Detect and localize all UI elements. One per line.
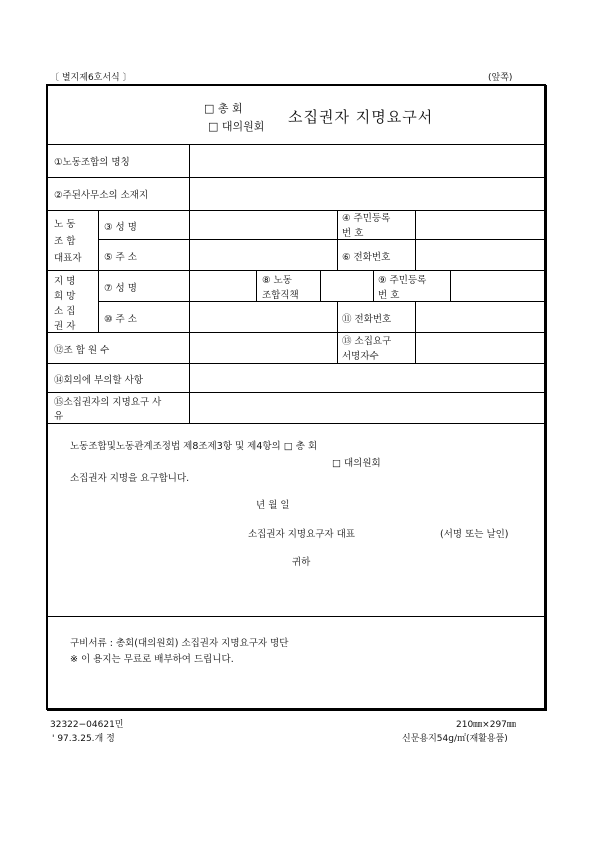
members-count-label: ⑫조 합 원 수 — [54, 345, 110, 356]
agenda-label: ⑭회의에 부의할 사항 — [54, 375, 143, 386]
rep-name-field[interactable] — [191, 212, 336, 238]
statement-sign-note: (서명 또는 날인) — [440, 529, 509, 540]
page-side-label: (앞쪽) — [488, 73, 513, 83]
req-id-label-1: ⑨ 주민등록 — [378, 275, 427, 286]
office-address-field[interactable] — [191, 179, 543, 209]
req-group-label-4: 권 자 — [54, 321, 76, 332]
office-address-label: ②주된사무소의 소재지 — [54, 190, 149, 201]
reason-label-1: ⑮소집권자의 지명요구 사 — [54, 397, 162, 408]
rep-address-field[interactable] — [191, 241, 336, 269]
req-union-position-field[interactable] — [322, 272, 372, 300]
req-id-label-2: 번 호 — [378, 290, 400, 301]
req-address-label: ⑩ 주 소 — [104, 314, 137, 325]
title-option-general-meeting: □ 총 회 — [204, 102, 243, 115]
footer-paper: 신문용지54g/㎡(재활용품) — [402, 734, 508, 744]
req-id-field[interactable] — [452, 272, 543, 300]
footer-code: 32322−04621민 — [50, 720, 124, 730]
req-group-label-3: 소 집 — [54, 306, 76, 317]
union-name-label: ①노동조합의 명칭 — [54, 157, 130, 168]
members-count-field[interactable] — [191, 334, 336, 362]
form-title: 소집권자 지명요구서 — [288, 108, 434, 126]
footer-size: 210㎜×297㎜ — [456, 720, 516, 730]
rep-name-label: ③ 성 명 — [104, 222, 137, 233]
statement-line-2: □ 대의원회 — [332, 458, 381, 469]
title-option-delegate-meeting: □ 대의원회 — [208, 120, 265, 133]
reason-field[interactable] — [191, 394, 543, 422]
signers-count-field[interactable] — [417, 334, 543, 362]
req-phone-label: ⑪ 전화번호 — [342, 314, 392, 325]
reason-label-2: 유 — [54, 411, 64, 422]
req-address-field[interactable] — [191, 303, 336, 331]
req-group-label-1: 지 명 — [54, 276, 76, 287]
rep-phone-label: ⑥ 전화번호 — [342, 252, 391, 263]
form-frame — [46, 84, 546, 710]
req-group-label-2: 희 망 — [54, 291, 76, 302]
union-name-field[interactable] — [191, 146, 543, 176]
footer-date: ' 97.3.25.개 정 — [52, 734, 115, 744]
req-name-field[interactable] — [191, 272, 255, 300]
rep-group-label-2: 조 합 — [54, 236, 76, 247]
attachments-docs: 구비서류 : 총회(대의원회) 소집권자 지명요구자 명단 — [70, 638, 289, 649]
agenda-field[interactable] — [191, 365, 543, 391]
rep-group-label-3: 대표자 — [54, 253, 82, 264]
req-phone-field[interactable] — [417, 303, 543, 331]
rep-id-field[interactable] — [417, 212, 543, 238]
statement-signer: 소집권자 지명요구자 대표 — [248, 529, 355, 540]
statement-line-1: 노동조합및노동관계조정법 제8조제3항 및 제4항의 □ 총 회 — [70, 441, 318, 452]
attachments-note: ※ 이 용지는 무료로 배부하여 드립니다. — [70, 654, 234, 665]
req-union-position-label-2: 조합직책 — [262, 290, 299, 301]
req-union-position-label-1: ⑧ 노동 — [262, 275, 292, 286]
signers-count-label-1: ⑬ 소집요구 — [342, 336, 392, 347]
statement-line-3: 소집권자 지명을 요구합니다. — [70, 473, 190, 484]
signers-count-label-2: 서명자수 — [342, 351, 379, 362]
rep-phone-field[interactable] — [417, 241, 543, 269]
rep-address-label: ⑤ 주 소 — [104, 252, 137, 263]
form-number: 〔 별지제6호서식 〕 — [50, 73, 132, 83]
statement-date: 년 월 일 — [256, 500, 290, 511]
rep-group-label-1: 노 동 — [54, 219, 76, 230]
rep-id-label-1: ④ 주민등록 — [342, 213, 391, 224]
rep-id-label-2: 번 호 — [342, 228, 364, 239]
statement-recipient: 귀하 — [292, 557, 311, 568]
req-name-label: ⑦ 성 명 — [104, 283, 137, 294]
